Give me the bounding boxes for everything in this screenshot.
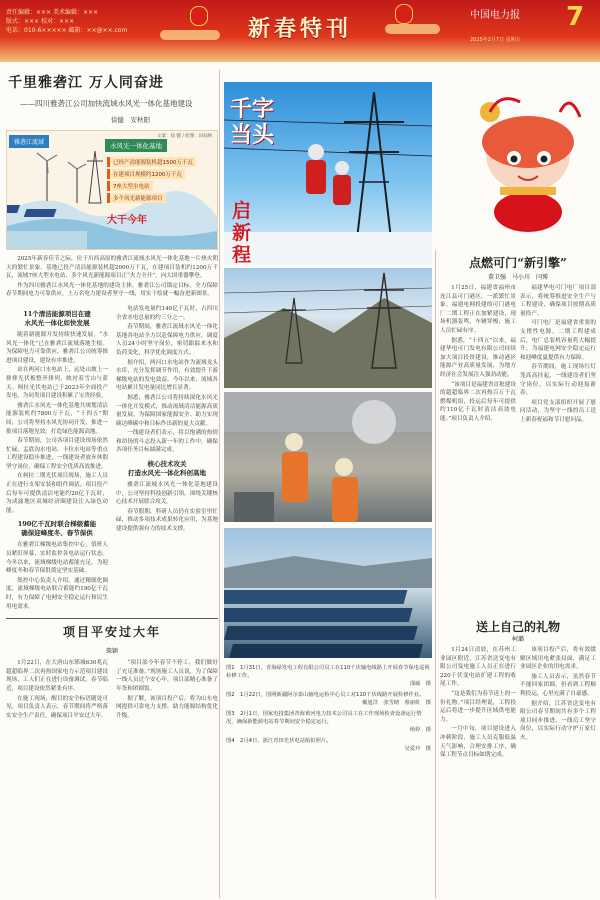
photo-caption — [226, 664, 431, 688]
second-byline: 柴颖 — [105, 648, 118, 656]
section-heading: 核心技术攻关 打造水风光一体化科创高地 — [128, 460, 206, 478]
editor-info-line: 电话：010-6××××× 邮箱：××@××.com — [6, 27, 128, 34]
paper-date: 2025年2月7日 星期五 — [470, 37, 521, 43]
article-paragraph: “项目部今年春节不停工，我们做好了充足准备。”现场施工人员说，为了保障一线人员过个安心年，项目部精心准备了年货和团圆饭。 — [116, 660, 218, 692]
article-paragraph: “这是我们为春节送上的一份礼物。”项目经理说，工程投运后将进一步提升区域供电能力。 — [440, 690, 516, 723]
article-paragraph: 福建华电可门电厂项目部表示，将统筹推进安全生产与工程建设，确保项目按期高质量投产。 — [520, 285, 596, 317]
worker-figure — [282, 433, 358, 522]
article-paragraph: 一线建设者们表示，将以饱满的热情和昂扬的斗志投入新一年的工作中，确保各项任务目标圆满完成。 — [116, 430, 218, 454]
article-paragraph: 1月22日，在大唐山东郓城630兆瓦超超临界二次再热国家电力示范项目建设现场，工人们正在进行设备调试。春节临近，项目建设依然紧张有序。 — [6, 660, 108, 692]
photo-caption — [226, 710, 431, 734]
right-article-2 — [440, 646, 596, 896]
article-byline: 徐健 安秋阳 — [111, 116, 150, 124]
caption-credit: 戴旭洋 张雪晴 蔡丽虹 摄 — [362, 700, 431, 706]
article-column-2 — [116, 305, 218, 612]
left-article — [6, 72, 218, 897]
photo-2 — [224, 268, 432, 388]
solar-panel-icon — [224, 590, 423, 658]
divider — [6, 618, 218, 619]
caption-text: 图4 2月4日，浙江青田光伏电站航拍照片。 — [226, 738, 332, 744]
right-headline-2: 送上自己的礼物 — [475, 620, 560, 634]
wind-turbine-icon — [37, 153, 86, 203]
section-heading: 190亿千瓦时联合梯级蓄能 确保迎峰度冬、春节保供 — [17, 520, 97, 538]
photo-4-illustration — [224, 528, 432, 658]
article-column-1 — [6, 305, 108, 612]
worker-figure — [306, 144, 351, 205]
article-paragraph: 1月25日，福建省福州市连江县可门港区，一派繁忙景象。福建电网投建的可门港电厂二期工程正在加紧建设，现场机器轰鸣、车辆穿梭，施工人员忙碌有序。 — [440, 285, 516, 334]
photo-3 — [224, 392, 432, 522]
article-paragraph: 1月24日清晨，在苏州工业园区附近，江苏省送变电有限公司变电施工人员正在进行220千伏变电站扩建工程的收尾工作。 — [440, 647, 516, 688]
tower-icon — [87, 151, 103, 203]
article-paragraph: 随着新能源开发持续快速发展，“水风光一体化”已在雅砻江流域落地生根。为保障电力可靠供应，雅砻江公司统筹推进项目建设，建设有序推进。 — [6, 331, 108, 364]
article-paragraph: 春节期间，公司各项目建设现场依然忙碌。孟底沟水电站、卡拉水电站等重点工程建设稳步推进，一线建设者放弃休假坚守岗位，确保工程安全优质高效推进。 — [6, 438, 108, 470]
article-paragraph: 据悉，雅砻江公司将持续深化水风光一体化开发模式，推动流域清洁能源高质量发展，为保障国家能源安全、助力实现碳达峰碳中和目标作出新的更大贡献。 — [116, 394, 218, 427]
infographic-bullet: 已经产清能源装机超1500万千瓦 — [107, 157, 196, 167]
second-article-columns — [6, 659, 218, 721]
second-article-column-1 — [6, 659, 108, 721]
lantern-icon — [190, 6, 208, 26]
editor-info — [6, 8, 127, 35]
cloud-decoration — [385, 24, 440, 34]
article-paragraph: “该项目是福建省首批建设的超超临界二次再热百万千瓦燃煤机组，投运后每年可提供约110亿千瓦时清洁高效电能。”项目负责人介绍。 — [440, 381, 516, 422]
article-paragraph: 项目党支部组织开展了慰问活动，为坚守一线的员工送上新春祝福和节日慰问品。 — [520, 399, 596, 423]
river-label: 雅砻江流域 — [9, 135, 49, 148]
caption-credit: 邵硕 摄 — [409, 681, 431, 687]
article-columns — [6, 305, 218, 612]
second-article-column-2 — [116, 659, 218, 721]
caption-credit: 吴爱玲 摄 — [404, 746, 431, 752]
article-paragraph: 春节期间，施工现场红灯笼高高挂起，一线建设者们坚守岗位，以实际行动迎接新春。 — [520, 364, 596, 397]
article-paragraph: 在施工现场，醒目的安全标语随处可见。项目负责人表示，春节期间将严格落实安全生产责任，确保项目平安过大年。 — [6, 695, 108, 719]
editor-info-line: 责任编辑：××× 美术编辑：××× — [6, 9, 99, 16]
article-paragraph: 该项目投产后，将有效缓解区域用电紧张局面，满足工业园区企业的用电需求。 — [520, 647, 596, 671]
infographic — [6, 130, 218, 250]
section-heading: 11个清洁能源项目在建 水风光一体化如快发展 — [23, 309, 91, 327]
hero-title: 千字当头 — [230, 96, 275, 148]
editor-info-line: 版式：××× 校对：××× — [6, 18, 75, 25]
article-paragraph: 施工人员表示，虽然春节不能回家团圆，但看到工程顺利投运，心里充满了自豪感。 — [520, 673, 596, 697]
right-article-2-column-a — [440, 646, 516, 896]
photo-caption — [226, 691, 431, 707]
article-paragraph: 据悉，“十四五”以来，福建华电可门发电有限公司持续加大项目投资建设，推动港区能源产业高质量发展，为地方经济社会发展注入强劲动能。 — [440, 337, 516, 378]
infographic-badge: 大干今年 — [107, 215, 147, 226]
article-paragraph: 可门电厂是福建省重要的支撑性电源，二期工程建成后，电厂总装机容量将大幅提升，为福建电网安全稳定运行和迎峰度夏提供有力保障。 — [520, 320, 596, 361]
lantern-icon — [395, 4, 413, 24]
mascot-illustration — [440, 72, 590, 237]
caption-text: 图1 1月31日，青海绿发电工程有限公司员工在110千伏输电线路上开展春节保电巡视检修工作。 — [226, 665, 430, 679]
cloud-decoration — [160, 30, 220, 40]
masthead — [0, 0, 600, 62]
page-number: 7 — [566, 2, 585, 32]
right-article-1-column-b — [520, 284, 596, 604]
article-paragraph: 在柯拉二期光伏项目现场，施工人员正在进行支架安装和组件调试。项目投产后每年可提供清洁电能约20亿千瓦时，为成渝地区双城经济圈建设注入绿色动能。 — [6, 473, 108, 514]
photo-captions — [226, 664, 431, 756]
photo-4 — [224, 528, 432, 658]
article-paragraph: 雅砻江水风光一体化基地共规划清洁能源装机约7800万千瓦，“十四五”期间，公司将坚持水风光协同开发，推进一批项目落地见效，打造绿色能源高地。 — [6, 402, 108, 435]
article-paragraph: 春节期间，雅砻江流域水风光一体化基地各电站全力以赴保障电力供应。调度人员24小时坚守岗位，密切跟踪来水和负荷变化，科学优化调度方式。 — [116, 324, 218, 356]
article-paragraph: 作为四川雅砻江水风光一体化基地的建设主体，雅砻江公司锚定目标，全力保障春节期间电力可靠供应。上万名电力建设者坚守一线，用实干绘就一幅奋进新图景。 — [6, 282, 218, 298]
hero-red-title: 启新程 — [232, 200, 252, 266]
infographic-bullet: 7座大型水电站 — [107, 181, 153, 191]
second-headline: 项目平安过大年 — [62, 625, 161, 640]
right-article-1-column-a — [440, 284, 516, 604]
caption-text: 图3 2月1日，国家电投集团青海黄河电力技术公司员工在工作现场检查设备运行情况，确保新能源电站春节期间安全稳定运行。 — [226, 711, 422, 725]
right-byline-1: 董卫强 马小川 闫博 — [487, 274, 548, 281]
photo-3-illustration — [224, 392, 432, 522]
article-paragraph: 站在两河口水电站上，远处山坡上一排排光伏板整齐排列，映衬着雪山与蓝天。柯拉光伏电站已于2023年全面投产发电，为同类项目建设积累了宝贵经验。 — [6, 367, 108, 400]
infographic-ribbon: 水风光一体化基地 — [105, 139, 167, 152]
article-paragraph: 在雅砻江梯级电站集控中心，值班人员紧盯屏幕，实时监控各电站运行状态。今冬以来，流域梯级电站蓄能充足，为迎峰度冬和春节保供奠定坚实基础。 — [6, 542, 108, 575]
article-paragraph: 据介绍，江苏省送变电有限公司春节期间共有多个工程项目同步推进，一线员工坚守岗位，以实际行动守护万家灯火。 — [520, 700, 596, 741]
right-headline-1: 点燃可门“新引擎” — [469, 256, 567, 270]
photo-caption — [226, 737, 431, 753]
caption-credit: 杨婷 摄 — [409, 727, 431, 733]
column-rule — [219, 70, 220, 898]
section-title: 新春特刊 — [247, 16, 352, 42]
paper-name: 中国电力报 — [470, 10, 520, 21]
article-paragraph: 集控中心负责人介绍，通过精细化调度，流域梯级电站联合蓄能约190亿千瓦时，有力保障了电网安全稳定运行和民生用电需求。 — [6, 577, 108, 610]
right-article-2-column-b — [520, 646, 596, 896]
article-paragraph: 电站发电量约140亿千瓦时，占四川全省水电总量的约三分之一。 — [116, 305, 218, 321]
article-paragraph: 据了解，该项目投产后，将为山东电网提供可靠电力支撑，助力能源结构优化升级。 — [116, 695, 218, 719]
article-headline: 千里雅砻江 万人同奋进 — [8, 75, 164, 91]
photo-2-illustration — [224, 268, 432, 388]
dragon-mascot-icon — [440, 72, 590, 237]
infographic-credit: 文案：徐 健 / 绘图：田仙林 — [157, 134, 213, 139]
article-paragraph: 雅砻江流域水风光一体化基地建设中，公司坚持科技创新引领，围绕关键核心技术开展联合攻关。 — [116, 482, 218, 506]
right-article-1 — [440, 284, 596, 604]
article-subheadline: ——四川雅砻江公司加快流域水风光一体化基地建设 — [20, 99, 193, 108]
infographic-bullet: 多个风光新能源项目 — [107, 193, 166, 203]
article-paragraph: 一月中旬，项目建设进入冲刺阶段，施工人员克服低温天气影响，合理安排工序，确保工程节点目标如期完成。 — [440, 726, 516, 759]
article-paragraph: 2025年新春佳节之际，位于川西高原的雅砻江流域水风光一体化基地一片热火朝天的繁忙景象。基地已投产清洁能源装机超2000万千瓦，在建项目装机约1200万千瓦，流域7座大型水电站、多个风光新能源项目正“火力全开”，向大国重器攀登。 — [6, 256, 218, 280]
right-byline-2: 柯璐 — [511, 636, 524, 643]
column-rule — [435, 250, 436, 898]
article-paragraph: 据介绍，两河口水电站作为流域龙头水库，充分发挥调节作用，有效提升下游梯级电站的发电效益。今年以来，流域各电站累计发电量同比增长显著。 — [116, 359, 218, 392]
article-paragraph: 春节假期，科研人员仍在实验室里忙碌，推动多项技术成果转化应用，为基地建设提供强有力的技术支撑。 — [116, 508, 218, 533]
infographic-bullet: 在建项目规模约1200万千瓦 — [107, 169, 185, 179]
caption-text: 图2 1月22日，国网新疆阿尔泰山输电运检中心员工对110千伏线路开展检修作业。 — [226, 692, 425, 698]
